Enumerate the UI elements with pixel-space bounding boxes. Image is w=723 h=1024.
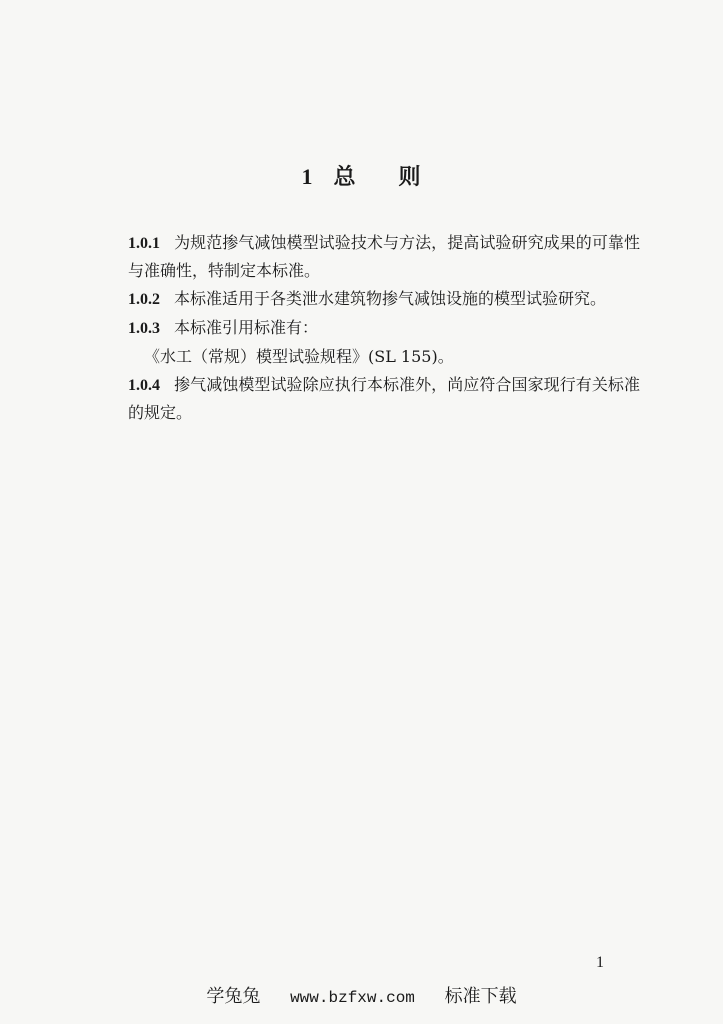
chapter-title-word-2: 则 bbox=[398, 165, 422, 190]
chapter-title-word-1: 总 bbox=[333, 165, 357, 190]
clause-1-0-3 bbox=[128, 314, 640, 342]
clause-1-0-4 bbox=[128, 371, 640, 426]
chapter-title bbox=[0, 160, 723, 191]
referenced-standard: 《水工（常规）模型试验规程》(SL 155)。 bbox=[144, 347, 454, 366]
page-number: 1 bbox=[596, 954, 604, 971]
clause-1-0-2 bbox=[128, 285, 640, 313]
clause-1-0-1 bbox=[128, 229, 640, 284]
footer-site-name: 学兔兔 bbox=[206, 986, 261, 1007]
clause-text: 掺气减蚀模型试验除应执行本标准外，尚应符合国家现行有关标准的规定。 bbox=[128, 375, 640, 422]
clause-number: 1.0.3 bbox=[128, 320, 160, 337]
clause-text: 为规范掺气减蚀模型试验技术与方法，提高试验研究成果的可靠性与准确性，特制定本标准。 bbox=[128, 233, 640, 280]
watermark-footer bbox=[0, 982, 723, 1008]
clause-number: 1.0.4 bbox=[128, 377, 160, 394]
footer-tagline: 标准下载 bbox=[444, 986, 517, 1007]
clause-text: 本标准适用于各类泄水建筑物掺气减蚀设施的模型试验研究。 bbox=[174, 289, 607, 308]
document-body bbox=[128, 229, 640, 427]
footer-url: www.bzfxw.com bbox=[290, 989, 415, 1007]
clause-number: 1.0.2 bbox=[128, 291, 160, 308]
clause-text: 本标准引用标准有： bbox=[174, 318, 319, 337]
clause-number: 1.0.1 bbox=[128, 235, 160, 252]
chapter-number: 1 bbox=[301, 164, 314, 189]
